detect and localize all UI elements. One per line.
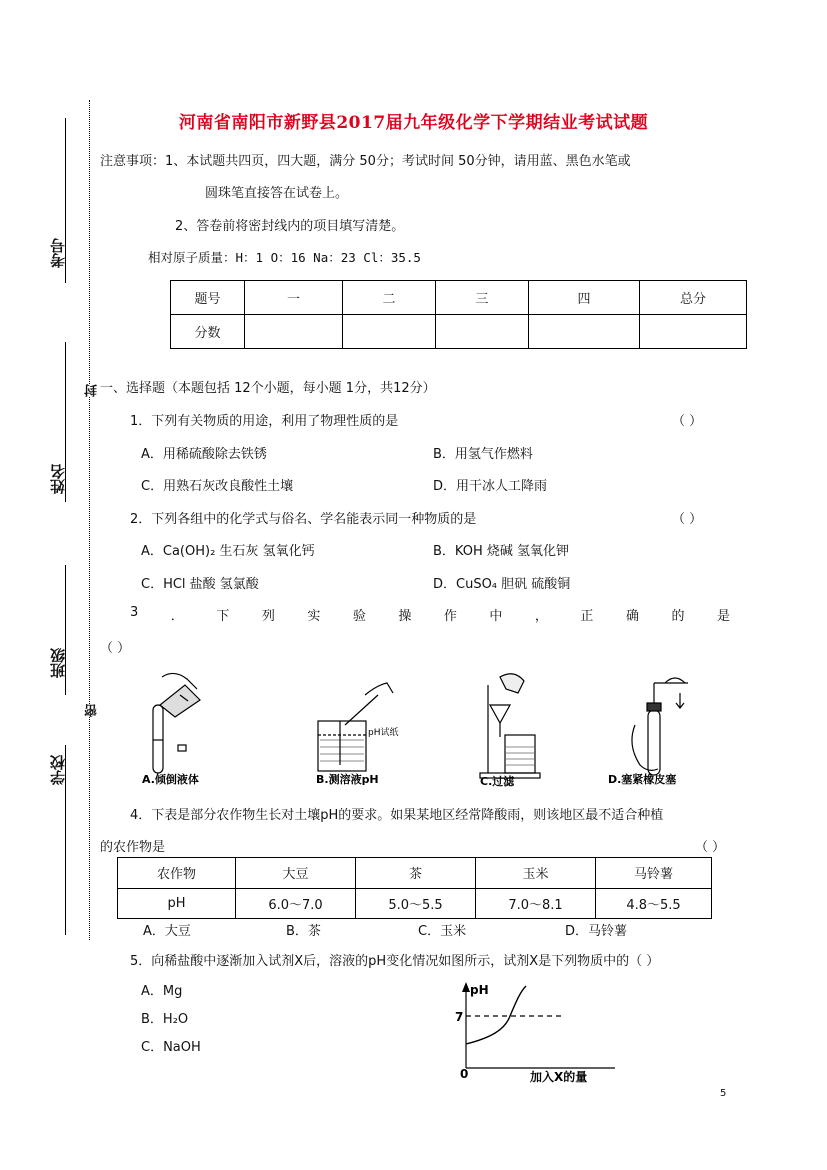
- score-table-input-cell: [343, 315, 436, 349]
- figure-b-label: B.测溶液pH: [316, 773, 379, 786]
- q3-stem-char: 作: [443, 609, 457, 624]
- ph-graph-y-arrow: [462, 982, 470, 992]
- side-label-class: 班级: [49, 648, 67, 678]
- q3-stem-char: 正: [580, 609, 594, 624]
- q4-option-b: B．茶: [286, 924, 321, 939]
- q5-stem: 5．向稀盐酸中逐渐加入试剂X后，溶液的pH变化情况如图所示，试剂X是下列物质中的（ ）: [130, 954, 660, 969]
- side-label-exam-no: 考号: [49, 238, 67, 268]
- figure-d-label: D.塞紧橡皮塞: [608, 773, 677, 786]
- q3-stem-char: 3: [130, 605, 139, 620]
- q5-option-a: A．Mg: [141, 984, 183, 999]
- q2-answer-paren: （ ）: [672, 512, 703, 527]
- notice-line-1: 注意事项：1、本试题共四页，四大题，满分 50分；考试时间 50分钟，请用蓝、黑色水笔或: [100, 154, 631, 169]
- q3-stem-char: ，: [534, 609, 548, 624]
- ph-table-cell: 7.0～8.1: [476, 888, 596, 919]
- score-table-header-cell: 二: [343, 281, 436, 315]
- page-title: 河南省南阳市新野县2017届九年级化学下学期结业考试试题: [178, 113, 649, 133]
- q1-option-d: D．用干冰人工降雨: [433, 479, 548, 494]
- q3-stem: [130, 605, 730, 624]
- score-table-label-cell: 分数: [171, 315, 245, 349]
- ph-table-header-cell: 马铃薯: [596, 858, 712, 889]
- ph-table-header-cell: 茶: [356, 858, 476, 889]
- q1-answer-paren: （ ）: [672, 414, 703, 429]
- q3-stem-char: 的: [671, 609, 685, 624]
- figure-a-label: A.倾倒液体: [142, 773, 199, 786]
- figure-a-pouring: [153, 673, 200, 773]
- ph-table-cell: 6.0～7.0: [236, 888, 356, 919]
- ph-table-cell: pH: [118, 888, 236, 919]
- q4-option-d: D．马铃薯: [565, 924, 628, 939]
- q3-stem-char: ．: [170, 609, 184, 624]
- q3-answer-paren: （ ）: [100, 641, 131, 656]
- ph-table-header-cell: 大豆: [236, 858, 356, 889]
- score-table-header-cell: 总分: [640, 281, 747, 315]
- q2-option-a: A．Ca(OH)₂ 生石灰 氢氧化钙: [141, 544, 315, 559]
- score-table-header-cell: 题号: [171, 281, 245, 315]
- score-table-header-cell: 三: [436, 281, 529, 315]
- atomic-mass: 相对原子质量：H：1 O：16 Na：23 Cl：35.5: [148, 250, 421, 265]
- side-label-name: 姓名: [49, 464, 67, 494]
- ph-table-header-cell: 农作物: [118, 858, 236, 889]
- q3-stem-char: 验: [352, 609, 366, 624]
- figure-c-label: C.过滤: [480, 775, 515, 788]
- score-table-input-cell: [529, 315, 640, 349]
- q3-stem-char: 实: [307, 609, 321, 624]
- q2-option-c: C．HCl 盐酸 氢氯酸: [141, 577, 259, 592]
- ph-table-cell: 5.0～5.5: [356, 888, 476, 919]
- score-table-input-cell: [245, 315, 343, 349]
- ph-graph-seven-label: 7: [455, 1010, 464, 1024]
- score-table-header-cell: 四: [529, 281, 640, 315]
- figure-c-filtration: [480, 674, 540, 778]
- q3-stem-char: 中: [489, 609, 503, 624]
- page-number: 5: [720, 1088, 727, 1099]
- figure-b-ph-paper-label: pH试纸: [368, 728, 399, 738]
- score-table-header-cell: 一: [245, 281, 343, 315]
- q4-option-a: A．大豆: [143, 924, 191, 939]
- ph-table-cell: 4.8～5.5: [596, 888, 712, 919]
- section-heading: 一、选择题（本题包括 12个小题，每小题 1分，共12分）: [100, 381, 436, 396]
- q5-option-b: B．H₂O: [141, 1012, 189, 1027]
- q1-option-a: A．用稀硫酸除去铁锈: [141, 447, 267, 462]
- q2-option-b: B．KOH 烧碱 氢氧化钾: [433, 544, 570, 559]
- ph-graph-origin-label: 0: [460, 1067, 469, 1081]
- ph-graph-x-label: 加入X的量: [530, 1070, 588, 1084]
- q1-option-b: B．用氢气作燃料: [433, 447, 533, 462]
- seal-dotted-line: [89, 100, 90, 940]
- score-table-input-cell: [436, 315, 529, 349]
- score-table-input-cell: [640, 315, 747, 349]
- side-label-school: 学校: [49, 755, 67, 785]
- q4-stem-line-2: 的农作物是: [100, 840, 166, 855]
- q3-stem-char: 确: [625, 609, 639, 624]
- q3-stem-char: 操: [398, 609, 412, 624]
- q2-option-d: D．CuSO₄ 胆矾 硫酸铜: [433, 577, 571, 592]
- q5-option-c: C．NaOH: [141, 1040, 201, 1055]
- ph-table: [117, 857, 712, 919]
- q1-stem: 1．下列有关物质的用途，利用了物理性质的是: [130, 414, 399, 429]
- figure-d-stopper: [632, 678, 688, 775]
- q2-stem: 2．下列各组中的化学式与俗名、学名能表示同一种物质的是: [130, 512, 477, 527]
- figure-b-ph-test: [318, 683, 393, 771]
- seal-char-feng: 封: [85, 384, 100, 397]
- seal-char-mi: 密: [85, 704, 100, 717]
- q3-figures: [140, 665, 700, 790]
- ph-graph: [450, 980, 620, 1085]
- q3-stem-char: 是: [716, 609, 730, 624]
- q4-stem-line-1: 4．下表是部分农作物生长对土壤pH的要求。如果某地区经常降酸雨，则该地区最不适合种植: [130, 808, 664, 823]
- ph-graph-y-label: pH: [470, 983, 489, 997]
- notice-line-2: 圆珠笔直接答在试卷上。: [205, 186, 349, 201]
- q4-option-c: C．玉米: [418, 924, 467, 939]
- q4-answer-paren: （ ）: [695, 840, 726, 855]
- q1-option-c: C．用熟石灰改良酸性土壤: [141, 479, 294, 494]
- q3-stem-char: 列: [261, 609, 275, 624]
- score-table: [170, 280, 747, 349]
- ph-table-header-cell: 玉米: [476, 858, 596, 889]
- notice-line-3: 2、答卷前将密封线内的项目填写清楚。: [175, 219, 405, 234]
- q3-stem-char: 下: [216, 609, 230, 624]
